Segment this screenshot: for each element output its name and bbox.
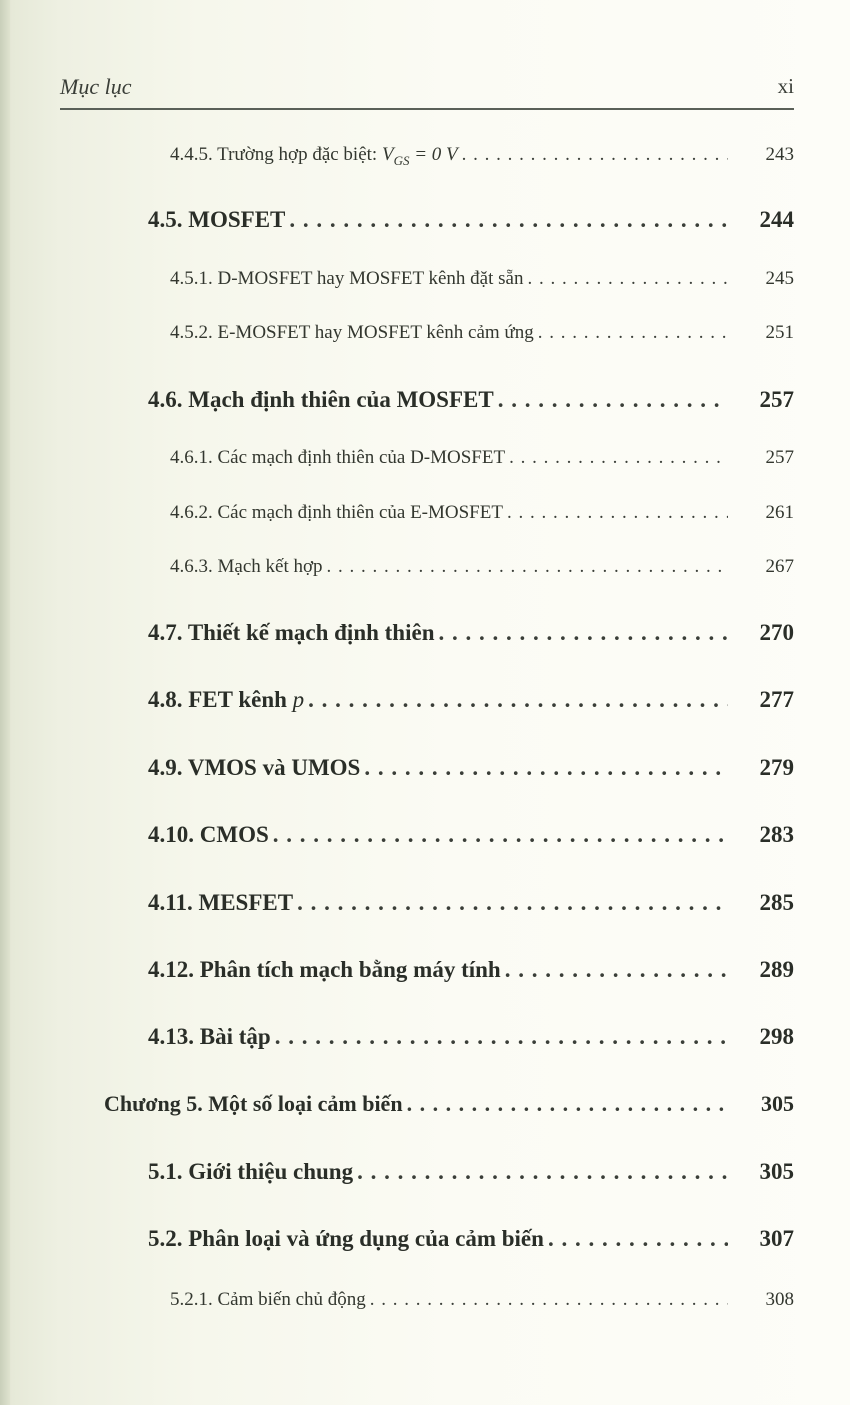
toc-entry-4-5-2[interactable] xyxy=(170,322,794,344)
toc-entry-5-2[interactable] xyxy=(148,1226,794,1252)
leader-dots xyxy=(308,687,728,713)
leader-dots xyxy=(273,822,728,848)
toc-entry-page: 277 xyxy=(759,687,794,712)
leader-dots xyxy=(505,957,728,983)
toc-entry-chapter-5[interactable] xyxy=(104,1091,794,1117)
toc-entry-page: 267 xyxy=(765,556,794,577)
page-binding-edge xyxy=(0,0,10,1405)
toc-entry-label: 4.5.1. D-MOSFET hay MOSFET kênh đặt sẵn xyxy=(170,268,524,289)
toc-entry-label: 4.6.3. Mạch kết hợp xyxy=(170,556,323,577)
toc-entry-label: 4.4.5. Trường hợp đặc biệt: $V_{GS} = 0$ V xyxy=(170,144,458,168)
toc-entry-label: 4.6.1. Các mạch định thiên của D-MOSFET xyxy=(170,447,506,468)
toc-entry-page: 289 xyxy=(759,957,794,982)
toc-entry-label: 4.7. Thiết kế mạch định thiên xyxy=(148,620,435,645)
toc-entry-4-11[interactable] xyxy=(148,890,794,916)
page-number: xi xyxy=(777,74,794,98)
toc-entry-page: 243 xyxy=(765,144,794,165)
toc-entry-page: 257 xyxy=(765,447,794,468)
leader-dots xyxy=(439,620,729,646)
leader-dots xyxy=(509,447,728,469)
toc-entry-4-10[interactable] xyxy=(148,822,794,848)
leader-dots xyxy=(364,755,728,781)
toc-entry-page: 270 xyxy=(759,620,794,645)
leader-dots xyxy=(462,144,728,166)
leader-dots xyxy=(507,502,728,524)
toc-entry-page: 298 xyxy=(759,1024,794,1049)
leader-dots xyxy=(538,322,728,344)
toc-entry-label: 5.2. Phân loại và ứng dụng của cảm biến xyxy=(148,1226,544,1251)
toc-entry-label: Chương 5. Một số loại cảm biến xyxy=(104,1091,403,1116)
toc-entry-5-1[interactable] xyxy=(148,1159,794,1185)
toc-entry-label: 4.12. Phân tích mạch bằng máy tính xyxy=(148,957,501,982)
toc-entry-label: 4.6. Mạch định thiên của MOSFET xyxy=(148,387,494,412)
toc-entry-4-9[interactable] xyxy=(148,755,794,781)
leader-dots xyxy=(327,556,728,578)
toc-entry-page: 305 xyxy=(761,1091,794,1116)
toc-entry-page: 307 xyxy=(759,1226,794,1251)
toc-entry-page: 279 xyxy=(759,755,794,780)
toc-entry-label: 4.8. FET kênh p xyxy=(148,687,305,712)
toc-entry-4-6-3[interactable] xyxy=(170,556,794,578)
toc-entry-label: 4.6.2. Các mạch định thiên của E-MOSFET xyxy=(170,502,503,523)
leader-dots xyxy=(527,268,728,290)
running-head xyxy=(60,74,794,106)
toc-entry-4-4-5[interactable] xyxy=(170,144,794,169)
toc-entry-4-7[interactable] xyxy=(148,620,794,646)
leader-dots xyxy=(275,1024,728,1050)
toc-entry-label: 4.10. CMOS xyxy=(148,822,269,847)
toc-entry-4-6-1[interactable] xyxy=(170,447,794,469)
toc-entry-label: 5.1. Giới thiệu chung xyxy=(148,1159,354,1184)
toc-entry-page: 285 xyxy=(759,890,794,915)
toc-entry-label: 4.9. VMOS và UMOS xyxy=(148,755,361,780)
header-rule xyxy=(60,108,794,110)
toc-entry-label: 4.11. MESFET xyxy=(148,890,294,915)
toc-entry-5-2-1[interactable] xyxy=(170,1289,794,1311)
leader-dots xyxy=(407,1091,728,1117)
toc-entry-page: 308 xyxy=(765,1289,794,1310)
toc-entry-4-6-2[interactable] xyxy=(170,502,794,524)
toc-entry-4-12[interactable] xyxy=(148,957,794,983)
toc-entry-4-5[interactable] xyxy=(148,207,794,233)
toc-entry-page: 257 xyxy=(759,387,794,412)
leader-dots xyxy=(498,387,728,413)
toc-entry-page: 244 xyxy=(759,207,794,232)
leader-dots xyxy=(357,1159,728,1185)
toc-entry-label: 4.13. Bài tập xyxy=(148,1024,271,1049)
toc-entry-4-8[interactable] xyxy=(148,687,794,713)
toc-entry-label: 4.5. MOSFET xyxy=(148,207,286,232)
leader-dots xyxy=(289,207,728,233)
toc-entry-page: 305 xyxy=(759,1159,794,1184)
toc-entry-page: 251 xyxy=(765,322,794,343)
toc-entry-label: 5.2.1. Cảm biến chủ động xyxy=(170,1289,366,1310)
leader-dots xyxy=(370,1289,728,1311)
toc-entry-page: 283 xyxy=(759,822,794,847)
leader-dots xyxy=(297,890,728,916)
toc-entry-page: 261 xyxy=(765,502,794,523)
toc-entry-4-6[interactable] xyxy=(148,387,794,413)
toc-entry-label: 4.5.2. E-MOSFET hay MOSFET kênh cảm ứng xyxy=(170,322,534,343)
toc-entry-4-5-1[interactable] xyxy=(170,268,794,290)
leader-dots xyxy=(548,1226,728,1252)
toc-entry-4-13[interactable] xyxy=(148,1024,794,1050)
running-head-title: Mục lục xyxy=(60,74,132,99)
toc-entry-page: 245 xyxy=(765,268,794,289)
